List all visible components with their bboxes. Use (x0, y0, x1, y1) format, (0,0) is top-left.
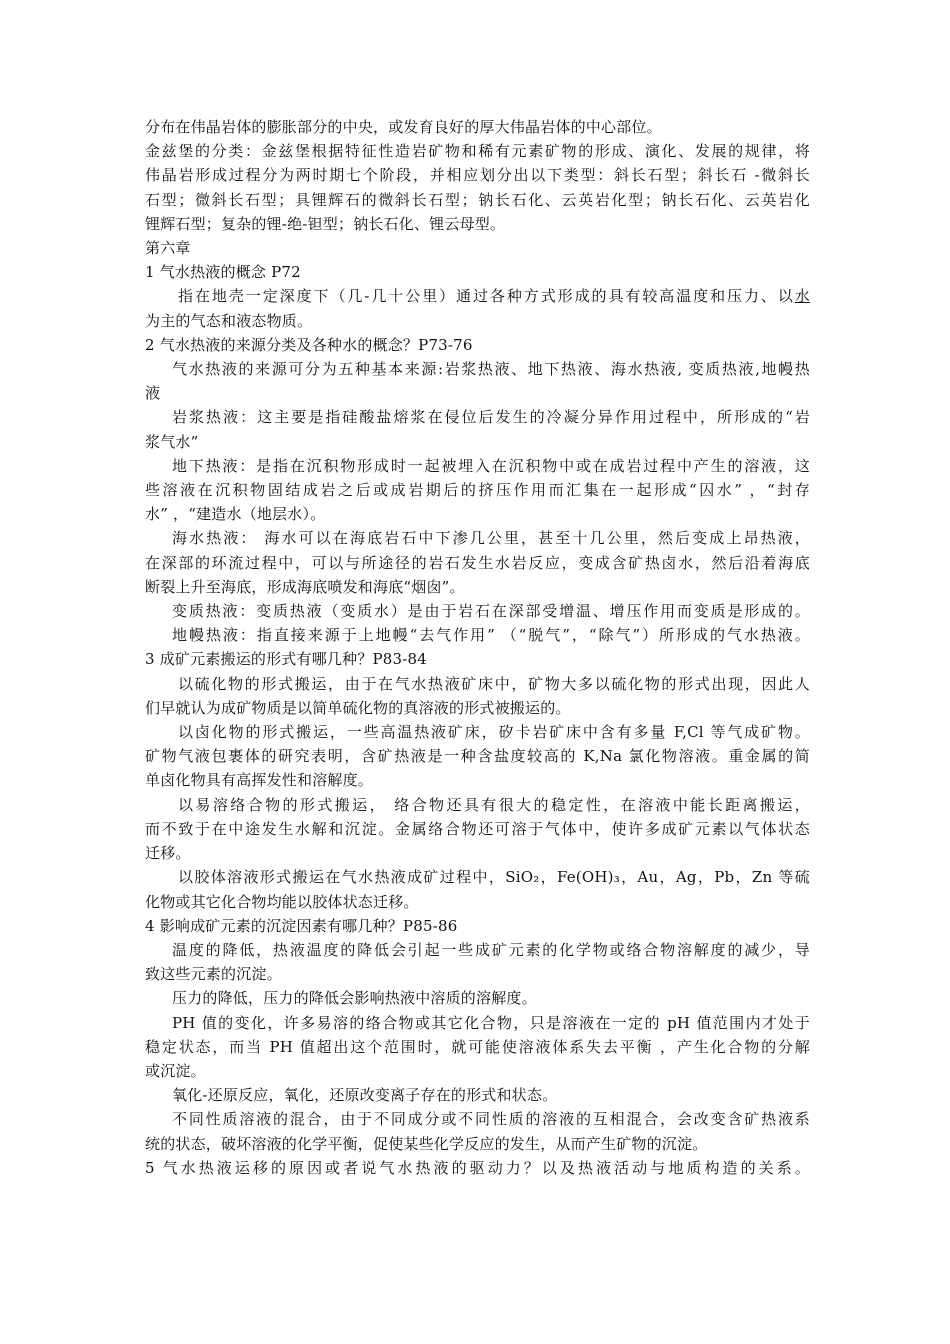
line-20: 断裂上升至海底，形成海底喷发和海底“烟囱”。 (145, 577, 465, 596)
line-11: 气水热液的来源可分为五种基本来源:岩浆热液、地下热液、海水热液, 变质热液,地幔热 (172, 360, 810, 379)
line-41: 氧化-还原反应，氧化，还原改变离子存在的形式和状态。 (172, 1086, 558, 1105)
line-19: 在深部的环流过程中，可以与所途径的岩石发生水岩反应，变成含矿热卤水，然后沿着海底 (145, 553, 810, 572)
line-8 (145, 284, 810, 308)
line-28: 单卤化物具有高挥发性和溶解度。 (145, 771, 374, 790)
line-43: 统的状态，破坏溶液的化学平衡，促使某些化学反应的发生，从而产生矿物的沉淀。 (145, 1134, 708, 1153)
line-13: 岩浆热液：这主要是指硅酸盐熔浆在侵位后发生的冷凝分异作用过程中，所形成的“岩 (172, 408, 810, 427)
line-27: 矿物气液包裹体的研究表明，含矿热液是一种含盐度较高的 K,Na 氯化物溶液。重金属的简 (145, 747, 810, 766)
line-29: 以易溶络合物的形式搬运， 络合物还具有很大的稳定性，在溶液中能长距离搬运， (178, 795, 810, 814)
line-12: 液 (145, 384, 161, 403)
line-21: 变质热液：变质热液（变质水）是由于岩石在深部受增温、增压作用而变质是形成的。 (172, 602, 810, 621)
line-5: 锂辉石型；复杂的锂-绝-钽型；钠长石化、锂云母型。 (145, 214, 506, 233)
line-2: 金兹堡的分类：金兹堡根据特征性造岩矿物和稀有元素矿物的形成、演化、发展的规律，将 (145, 142, 810, 161)
line-3: 伟晶岩形成过程分为两时期七个阶段，并相应划分出以下类型：斜长石型；斜长石 -微斜长 (145, 166, 810, 185)
line-32: 以胶体溶液形式搬运在气水热液成矿过程中，SiO₂，Fe(OH)₃，Au，Ag，Pb，Zn 等硫 (178, 868, 810, 887)
document-page (145, 115, 810, 1180)
line-22: 地幔热液：指直接来源于上地幔“去气作用” （“脱气”，“除气”）所形成的气水热液。 (172, 626, 810, 645)
underlined-word: 水 (794, 287, 810, 306)
line-26: 以卤化物的形式搬运，一些高温热液矿床，矽卡岩矿床中含有多量 F,Cl 等气成矿物。 (178, 723, 810, 742)
line-4: 石型；微斜长石型；具锂辉石的微斜长石型；钠长石化、云英岩化型；钠长石化、云英岩化 (145, 190, 810, 209)
question-3-heading: 3 成矿元素搬运的形式有哪几种？P83-84 (145, 650, 428, 669)
line-16: 些溶液在沉积物固结成岩之后或成岩期后的挤压作用而汇集在一起形成“囚水” ，“封存 (145, 481, 810, 500)
line-15: 地下热液：是指在沉积物形成时一起被埋入在沉积物中或在成岩过程中产生的溶液，这 (172, 456, 810, 475)
chapter-heading: 第六章 (145, 239, 191, 258)
line-33: 化物或其它化合物均能以胶体状态迁移。 (145, 892, 419, 911)
line-30: 而不致于在中途发生水解和沉淀。金属络合物还可溶于气体中，使许多成矿元素以气体状态 (145, 819, 810, 838)
line-39: 稳定状态，而当 PH 值超出这个范围时，就可能使溶液体系失去平衡 ，产生化合物的分解 (145, 1037, 810, 1056)
line-1: 分布在伟晶岩体的膨胀部分的中央，或发育良好的厚大伟晶岩体的中心部位。 (145, 118, 662, 136)
line-17: 水” ，“建造水（地层水）。 (145, 505, 326, 524)
line-18: 海水热液： 海水可以在海底岩石中下渗几公里，甚至十几公里，然后变成上昂热液， (172, 529, 810, 548)
line-25: 们早就认为成矿物质是以简单硫化物的真溶液的形式被搬运的。 (145, 698, 571, 717)
line-8-main: 指在地壳一定深度下（几-几十公里）通过各种方式形成的具有较高温度和压力、以 (178, 287, 795, 306)
question-2-heading: 2 气水热液的来源分类及各种水的概念？P73-76 (145, 335, 473, 354)
line-9: 为主的气态和液态物质。 (145, 311, 313, 330)
line-40: 或沉淀。 (145, 1061, 206, 1080)
line-42: 不同性质溶液的混合，由于不同成分或不同性质的溶液的互相混合，会改变含矿热液系 (172, 1110, 810, 1129)
line-37: 压力的降低，压力的降低会影响热液中溶质的溶解度。 (172, 989, 537, 1008)
line-24: 以硫化物的形式搬运，由于在气水热液矿床中，矿物大多以硫化物的形式出现，因此人 (178, 674, 810, 693)
question-1-heading: 1 气水热液的概念 P72 (145, 263, 301, 282)
line-38: PH 值的变化，许多易溶的络合物或其它化合物，只是溶液在一定的 pH 值范围内才处于 (172, 1013, 810, 1032)
line-31: 迁移。 (145, 844, 191, 863)
line-36: 致这些元素的沉淀。 (145, 965, 282, 984)
question-5-heading: 5 气水热液运移的原因或者说气水热液的驱动力？以及热液活动与地质构造的关系。 (145, 1158, 810, 1177)
line-14: 浆气水” (145, 432, 199, 451)
line-35: 温度的降低，热液温度的降低会引起一些成矿元素的化学物或络合物溶解度的减少，导 (172, 940, 810, 959)
question-4-heading: 4 影响成矿元素的沉淀因素有哪几种？P85-86 (145, 916, 458, 935)
